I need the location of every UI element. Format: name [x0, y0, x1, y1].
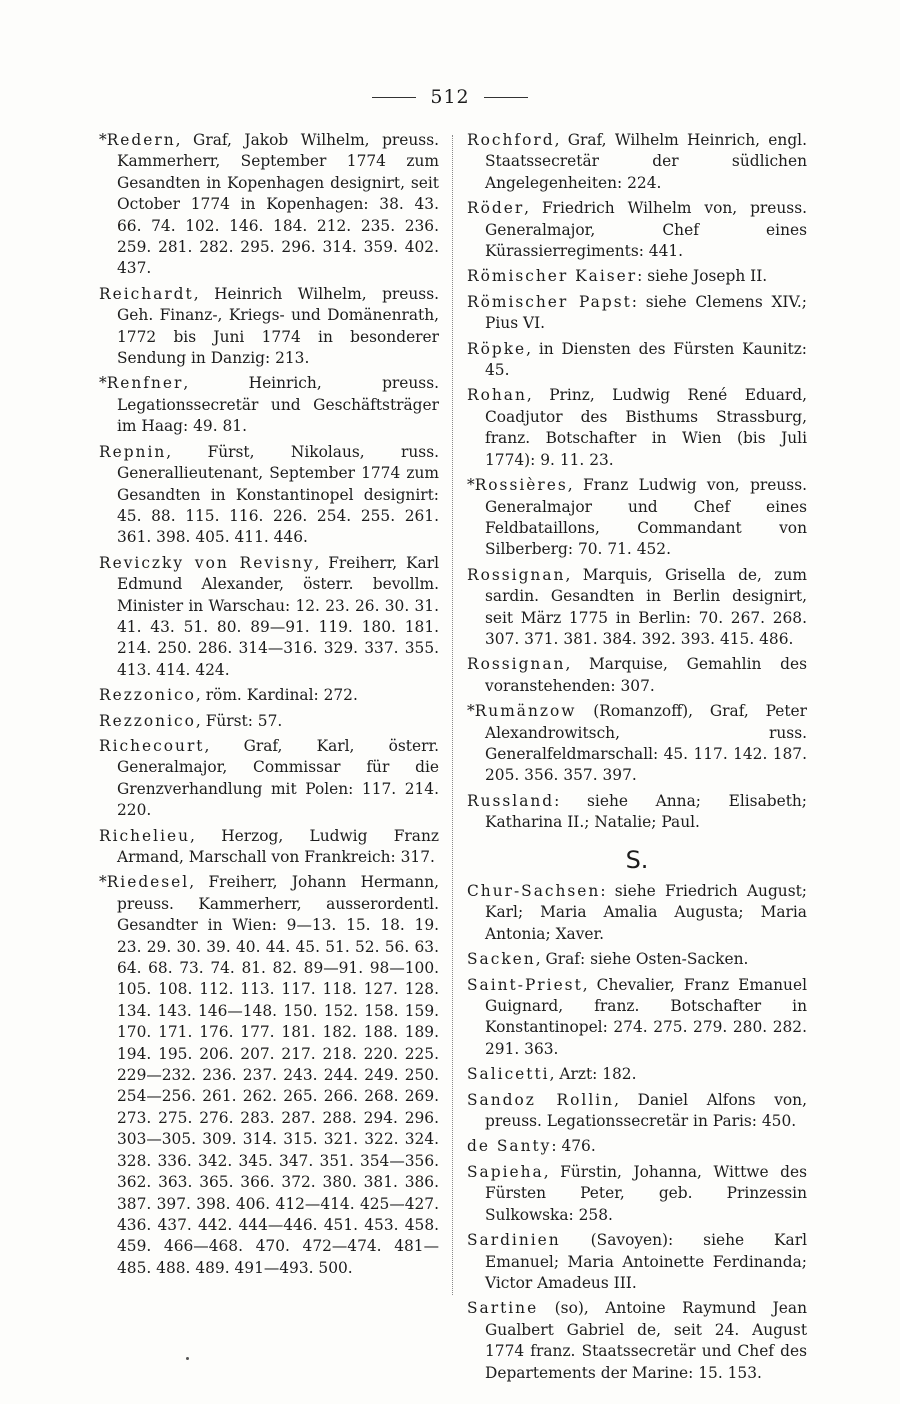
entry-text: , Graf: siehe Osten-Sacken. — [535, 950, 749, 969]
entry-star: * — [99, 131, 107, 149]
index-entry — [467, 1162, 807, 1226]
index-entry — [467, 565, 807, 651]
right-entries-s — [467, 881, 807, 1384]
index-entry — [99, 553, 439, 681]
entry-headword: Sartine — [467, 1299, 539, 1318]
index-entry — [99, 711, 439, 732]
index-entry — [99, 685, 439, 706]
section-letter: S. — [625, 845, 649, 874]
index-entry — [99, 736, 439, 822]
entry-text: : siehe Anna; Elisabeth; Katharina II.; Natalie; Paul. — [485, 791, 807, 832]
entry-headword: Repnin — [99, 442, 167, 461]
entry-star: * — [467, 702, 475, 721]
entry-text: , Friedrich Wilhelm von, preuss. Generalmajor, Chef eines Kürassierregiments: 441. — [485, 199, 807, 261]
index-entry — [467, 654, 807, 697]
entry-headword: Sardinien — [467, 1231, 561, 1250]
entry-text: , Franz Ludwig von, preuss. Generalmajor und Chef eines Feldbataillons, Commandant von Silberberg: 70. 71. 452. — [485, 476, 807, 559]
entry-headword: Reichardt — [99, 284, 194, 303]
entry-headword: Reviczky von Revisny — [99, 553, 315, 572]
entry-text: (Savoyen): siehe Karl Emanuel; Maria Antoinette Ferdinanda; Victor Amadeus III. — [485, 1231, 807, 1292]
entry-headword: Rossignan — [467, 565, 566, 584]
entry-text: , Graf, Karl, österr. Generalmajor, Commissar für die Grenzverhandlung mit Polen: 117. 214. 220. — [117, 736, 439, 820]
index-entry — [467, 266, 807, 287]
index-entry — [467, 198, 807, 262]
entry-headword: Rezzonico — [99, 711, 196, 730]
stray-mark — [186, 1357, 189, 1360]
header-rule-left — [372, 97, 416, 98]
entry-text: : siehe Joseph II. — [637, 267, 768, 286]
index-entry — [99, 872, 439, 1279]
entry-text: : siehe Clemens XIV.; Pius VI. — [485, 292, 807, 333]
index-entry — [467, 1298, 807, 1384]
header-rule-right — [484, 97, 528, 98]
entry-headword: Chur-Sachsen — [467, 882, 601, 900]
index-entry — [467, 475, 807, 561]
column-divider — [452, 135, 453, 1295]
index-entry — [467, 292, 807, 335]
index-entry — [467, 791, 807, 834]
entry-headword: Sacken — [467, 950, 536, 969]
index-entry — [99, 826, 439, 869]
index-entry — [99, 442, 439, 549]
index-entry — [467, 881, 807, 945]
entry-text: , Prinz, Ludwig René Eduard, Coadjutor des Bisthums Strassburg, franz. Botschafter in Wien (bis Juli 1774): 9. 11. 23. — [485, 386, 807, 469]
index-entry — [467, 1136, 807, 1157]
right-entries-r — [467, 130, 807, 834]
entry-text: , Heinrich, preuss. Legationssecretär und Geschäftsträger im Haag: 49. 81. — [117, 374, 439, 436]
entry-headword: Russland — [467, 791, 555, 810]
entry-headword: de Santy — [467, 1137, 552, 1156]
entry-headword: Römischer Kaiser — [467, 267, 638, 286]
index-entry — [467, 339, 807, 382]
entry-text: , Graf, Jakob Wilhelm, preuss. Kammerherr, September 1774 zum Gesandten in Kopenhagen designirt, seit October 1774 in Kopenhagen: 38. 43. 66. 74. 102. 146. 184. 212. 235. 236. 259. 281. 282. 295. 296. 314. 359. 402. 437. — [117, 131, 439, 278]
entry-text: (so), Antoine Raymund Jean Gualbert Gabriel de, seit 24. August 1774 franz. Staatssecretär und Chef des Departements der Marine: 15. 153. — [485, 1299, 807, 1382]
entry-headword: Rohan — [467, 386, 527, 405]
entry-text: , Heinrich Wilhelm, preuss. Geh. Finanz-, Kriegs- und Domänenrath, 1772 bis Juni 1774 in besonderer Sendung in Danzig: 213. — [117, 284, 439, 368]
entry-text: , Marquise, Gemahlin des voranstehenden: 307. — [485, 655, 807, 695]
entry-text: , Chevalier, Franz Emanuel Guignard, franz. Botschafter in Konstantinopel: 274. 275. 279. 280. 282. 291. 363. — [485, 975, 807, 1058]
entry-headword: Sapieha — [467, 1162, 544, 1181]
entry-headword: Rossières — [474, 476, 568, 495]
entry-headword: Redern — [106, 131, 176, 149]
index-entry — [99, 130, 439, 280]
left-column — [99, 130, 439, 1283]
entry-headword: Saint-Priest — [467, 975, 583, 994]
entry-text: , Daniel Alfons von, preuss. Legationssecretär in Paris: 450. — [485, 1090, 807, 1131]
entry-text: , Marquis, Grisella de, zum sardin. Gesandten in Berlin designirt, seit März 1775 in Berlin: 70. 267. 268. 307. 371. 381. 384. 392. 393. 415. 486. — [485, 565, 807, 648]
entry-headword: Riedesel — [106, 873, 190, 892]
entry-headword: Römischer Papst — [467, 292, 632, 311]
page-number: 512 — [430, 86, 470, 108]
entry-headword: Rossignan — [467, 655, 566, 674]
index-entry — [467, 975, 807, 1061]
index-entry — [99, 373, 439, 437]
entry-star: * — [99, 374, 107, 393]
entry-star: * — [467, 476, 475, 495]
entry-headword: Röder — [467, 199, 525, 218]
entry-text: , Herzog, Ludwig Franz Armand, Marschall von Frankreich: 317. — [117, 826, 439, 866]
entry-headword: Rumänzow — [474, 702, 577, 721]
entry-text: , Fürst, Nikolaus, russ. Generallieutenant, September 1774 zum Gesandten in Konstantinopel designirt: 45. 88. 115. 116. 226. 254. 255. 261. 361. 398. 405. 411. 446. — [117, 442, 439, 547]
entry-text: : siehe Friedrich August; Karl; Maria Amalia Augusta; Maria Antonia; Xaver. — [485, 882, 807, 943]
entry-headword: Renfner — [106, 374, 184, 393]
index-entry — [467, 1230, 807, 1294]
entry-headword: Rochford — [467, 131, 555, 149]
index-entry — [467, 130, 807, 194]
entry-headword: Sandoz Rollin — [467, 1090, 615, 1109]
entry-text: , röm. Kardinal: 272. — [195, 686, 358, 705]
entry-headword: Salicetti — [467, 1065, 550, 1084]
entry-text: , Arzt: 182. — [549, 1065, 637, 1084]
entry-headword: Röpke — [467, 339, 527, 358]
entry-text: , Freiherr, Johann Hermann, preuss. Kammerherr, ausserordentl. Gesandter in Wien: 9—13. 15. 18. 19. 23. 29. 30. 39. 40. 44. 45. 51. 52. 56. 63. 64. 68. 73. 74. 81. 82. 89—91. 98—100. 105. 108. 112. 113. 117. 118. 127. 128. 134. 143. 146—148. 150. 152. 158. 159. 170. 171. 176. 177. 181. 182. 188. 189. 194. 195. 206. 207. 217. 218. 220. 225. 229—232. 236. 237. 243. 244. 249. 250. 254—256. 261. 262. 265. 266. 268. 269. 273. 275. 276. 283. 287. 288. 294. 296. 303—305. 309. 314. 315. 321. 322. 324. 328. 336. 342. 345. 347. 351. 354—356. 362. 363. 365. 366. 372. 380. 381. 386. 387. 397. 398. 406. 412—414. 425—427. 436. 437. 442. 444—446. 451. 453. 458. 459. 466—468. 470. 472—474. 481—485. 488. 489. 491—493. 500. — [117, 873, 439, 1277]
right-column — [467, 130, 807, 1388]
index-entry — [467, 701, 807, 787]
entry-headword: Richelieu — [99, 826, 191, 845]
index-entry — [99, 284, 439, 370]
entry-text: , Graf, Wilhelm Heinrich, engl. Staatssecretär der südlichen Angelegenheiten: 224. — [485, 131, 807, 192]
entry-text: , Freiherr, Karl Edmund Alexander, österr. bevollm. Minister in Warschau: 12. 23. 26. 30. 31. 41. 43. 51. 80. 89—91. 119. 180. 181. 214. 250. 286. 314—316. 329. 337. 355. 413. 414. 424. — [117, 553, 439, 679]
index-entry — [467, 949, 807, 970]
entry-headword: Richecourt — [99, 736, 205, 755]
entry-star: * — [99, 873, 107, 892]
entry-text: , Fürst: 57. — [195, 711, 283, 730]
entry-text: : 476. — [551, 1137, 596, 1156]
entry-text: , Fürstin, Johanna, Wittwe des Fürsten Peter, geb. Prinzessin Sulkowska: 258. — [485, 1162, 807, 1224]
entry-text: (Romanzoff), Graf, Peter Alexandrowitsch, russ. Generalfeldmarschall: 45. 117. 142. 187. 205. 356. 357. 397. — [485, 702, 807, 785]
entry-text: , in Diensten des Fürsten Kaunitz: 45. — [485, 339, 807, 380]
index-entry — [467, 385, 807, 471]
index-entry — [467, 1064, 807, 1085]
page-header — [0, 86, 900, 108]
entry-headword: Rezzonico — [99, 686, 196, 705]
index-entry — [467, 1090, 807, 1133]
